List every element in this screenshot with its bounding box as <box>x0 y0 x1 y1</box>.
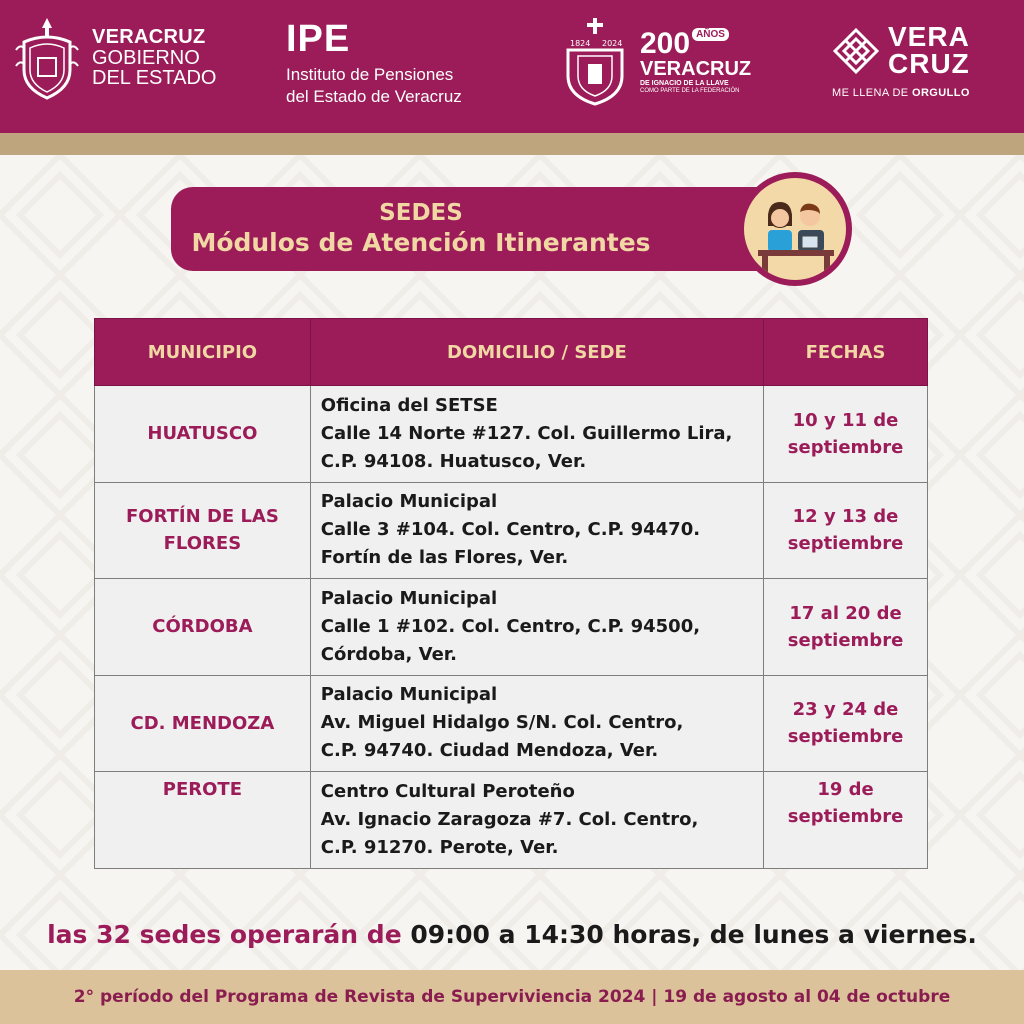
table-row <box>95 675 928 772</box>
fecha-cell: 19 de septiembre <box>764 772 928 869</box>
fecha-cell: 12 y 13 de septiembre <box>764 482 928 579</box>
bicentenario-brand <box>560 16 751 108</box>
fecha-cell: 10 y 11 de septiembre <box>764 386 928 483</box>
gobierno-brand <box>12 14 216 102</box>
ipe-line2: del Estado de Veracruz <box>286 87 462 107</box>
title-banner <box>171 187 791 271</box>
fecha-cell: 17 al 20 de septiembre <box>764 579 928 676</box>
period-band <box>0 970 1024 1024</box>
hours-pre: las 32 sedes operarán de <box>47 920 411 949</box>
bicentenario-anos: AÑOS <box>692 28 729 41</box>
sede-cell: Centro Cultural Peroteño Av. Ignacio Zaragoza #7. Col. Centro, C.P. 91270. Perote, Ver. <box>310 772 763 869</box>
municipio-cell: PEROTE <box>95 772 311 869</box>
sede-cell: Oficina del SETSE Calle 14 Norte #127. Col. Guillermo Lira, C.P. 94108. Huatusco, Ver. <box>310 386 763 483</box>
header-domicilio: DOMICILIO / SEDE <box>310 319 763 386</box>
sede-cell: Palacio Municipal Av. Miguel Hidalgo S/N. Col. Centro, C.P. 94740. Ciudad Mendoza, Ver. <box>310 675 763 772</box>
municipio-cell: HUATUSCO <box>95 386 311 483</box>
title-line2: Módulos de Atención Itinerantes <box>191 228 651 258</box>
ipe-brand <box>286 20 462 108</box>
gobierno-line3: DEL ESTADO <box>92 67 217 90</box>
municipio-cell: FORTÍN DE LAS FLORES <box>95 482 311 579</box>
bicentenario-sub2: COMO PARTE DE LA FEDERACIÓN <box>640 88 740 95</box>
sede-cell: Palacio Municipal Calle 3 #104. Col. Centro, C.P. 94470. Fortín de las Flores, Ver. <box>310 482 763 579</box>
attendants-icon <box>744 178 846 280</box>
header-municipio: MUNICIPIO <box>95 319 311 386</box>
attendants-badge <box>738 172 852 286</box>
vera-line2: CRUZ <box>888 47 970 79</box>
hours-notice <box>0 920 1024 949</box>
header-fechas: FECHAS <box>764 319 928 386</box>
table-row <box>95 772 928 869</box>
header-bar <box>0 0 1024 133</box>
ipe-line1: Instituto de Pensiones <box>286 65 454 84</box>
vera-line1: VERA <box>888 21 970 52</box>
bicentenario-sub1: DE IGNACIO DE LA LLAVE <box>640 79 729 87</box>
table-row <box>95 579 928 676</box>
sedes-table <box>94 318 928 869</box>
bicentenario-name: VERACRUZ <box>640 57 752 80</box>
bicentenario-seal-icon <box>560 16 630 108</box>
hours-main: 09:00 a 14:30 horas, de lunes a viernes. <box>410 920 977 949</box>
seal-year-right: 2024 <box>602 39 623 48</box>
seal-year-left: 1824 <box>570 39 591 48</box>
period-text: 2° período del Programa de Revista de Superviviencia 2024 | 19 de agosto al 04 de octubre <box>73 987 951 1007</box>
gobierno-line1: VERACRUZ <box>92 26 206 49</box>
vera-knot-icon <box>832 27 880 75</box>
vera-cruz-brand <box>832 21 970 100</box>
fecha-cell: 23 y 24 de septiembre <box>764 675 928 772</box>
title-line1: SEDES <box>379 199 463 226</box>
sede-cell: Palacio Municipal Calle 1 #102. Col. Centro, C.P. 94500, Córdoba, Ver. <box>310 579 763 676</box>
ipe-title: IPE <box>286 18 351 60</box>
municipio-cell: CD. MENDOZA <box>95 675 311 772</box>
table-row <box>95 482 928 579</box>
vera-slogan: ME LLENA DE ORGULLO <box>832 87 970 100</box>
municipio-cell: CÓRDOBA <box>95 579 311 676</box>
table-header-row <box>95 319 928 386</box>
gold-divider <box>0 133 1024 155</box>
gobierno-line2: GOBIERNO <box>92 46 200 69</box>
coat-of-arms-icon <box>12 14 82 102</box>
table-row <box>95 386 928 483</box>
bicentenario-number: 200 <box>640 26 691 60</box>
